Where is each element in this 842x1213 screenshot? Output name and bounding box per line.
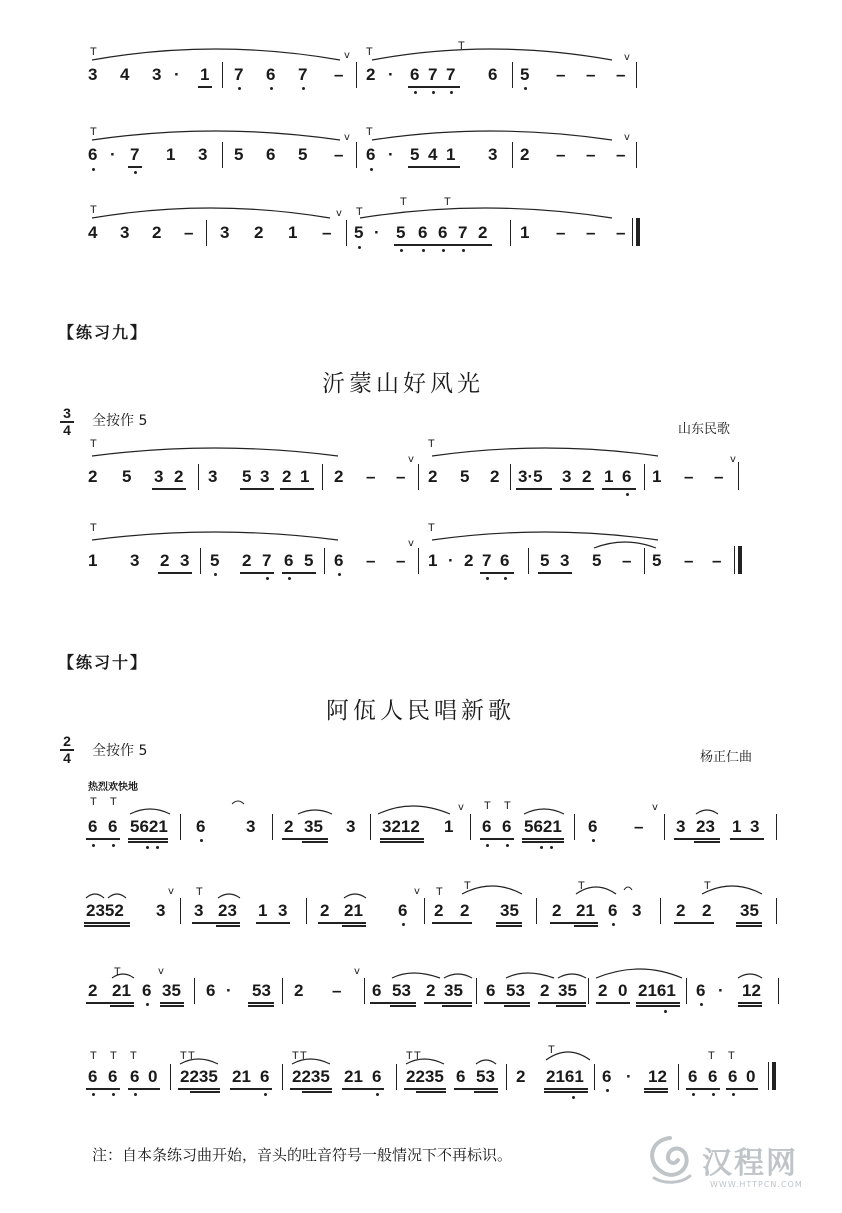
note: 1: [200, 65, 210, 84]
note: 2: [242, 551, 252, 570]
dash: –: [616, 223, 626, 242]
note: ·: [388, 145, 394, 164]
note: 2: [428, 467, 438, 486]
tongue-mark: T: [578, 880, 585, 892]
note: 12: [648, 1067, 667, 1086]
note: ·: [110, 145, 116, 164]
tongue-mark: T: [90, 1050, 97, 1062]
dash: –: [396, 551, 406, 570]
slur-arcs: [0, 790, 842, 850]
tongue-mark: T: [180, 1050, 187, 1062]
note: 2: [294, 981, 304, 1000]
tongue-mark: T: [90, 522, 97, 534]
tongue-mark: T: [90, 438, 97, 450]
note: 2: [334, 467, 344, 486]
dash: –: [586, 65, 596, 84]
note: 53: [506, 981, 525, 1000]
score-line-7: [0, 872, 842, 932]
note: 2: [490, 467, 500, 486]
note: 2161: [638, 981, 676, 1000]
note: 7: [458, 223, 468, 242]
note: 3: [750, 817, 760, 836]
note: 3: [246, 817, 256, 836]
breath-mark: v: [730, 454, 736, 465]
note: 0: [618, 981, 628, 1000]
note: 1: [300, 467, 310, 486]
note: 2: [582, 467, 592, 486]
breath-mark: v: [408, 454, 414, 465]
note: 1: [604, 467, 614, 486]
note: 3: [88, 65, 98, 84]
slur-arcs: [0, 872, 842, 932]
note: 21: [112, 981, 131, 1000]
note: 4: [120, 65, 130, 84]
time-sig-top: 3: [63, 405, 71, 421]
breath-mark: v: [624, 52, 630, 63]
note: 2: [520, 145, 530, 164]
exercise-10-heading: 【练习十】: [58, 653, 149, 672]
note: 5: [298, 145, 308, 164]
note: 6: [88, 817, 98, 836]
note: 2: [702, 901, 712, 920]
score-line-9: [0, 1036, 842, 1096]
note: 6: [366, 145, 376, 164]
tongue-mark: T: [728, 1050, 735, 1062]
note: 6: [334, 551, 344, 570]
note: 3: [560, 551, 570, 570]
tongue-mark: T: [464, 880, 471, 892]
note: 3: [152, 65, 162, 84]
dash: –: [334, 65, 344, 84]
tongue-mark: T: [428, 522, 435, 534]
note: 2: [174, 467, 184, 486]
note: 21: [232, 1067, 251, 1086]
tongue-mark: T: [292, 1050, 299, 1062]
note: 5: [592, 551, 602, 570]
note: 6: [88, 1067, 98, 1086]
note: 6: [456, 1067, 466, 1086]
dash: –: [712, 551, 722, 570]
tongue-mark: T: [366, 126, 373, 138]
dash: –: [556, 145, 566, 164]
score-line-8: [0, 952, 842, 1012]
note: 6: [260, 1067, 270, 1086]
note: 23: [696, 817, 715, 836]
note: 3: [562, 467, 572, 486]
dash: –: [184, 223, 194, 242]
note: 3212: [382, 817, 420, 836]
note: 6: [410, 65, 420, 84]
breath-mark: v: [414, 886, 420, 897]
dash: –: [366, 551, 376, 570]
note: 53: [252, 981, 271, 1000]
note: ·: [174, 65, 180, 84]
note: 5621: [524, 817, 562, 836]
score-line-4: [0, 432, 842, 492]
note: 6: [206, 981, 216, 1000]
note: 12: [742, 981, 761, 1000]
note: 21: [576, 901, 595, 920]
note: 2: [88, 467, 98, 486]
tongue-mark: T: [90, 46, 97, 58]
note: 2: [460, 901, 470, 920]
note: 2235: [180, 1067, 218, 1086]
tongue-mark: T: [458, 40, 465, 52]
watermark-url: WWW.HTTPCN.COM: [710, 1180, 803, 1189]
tongue-mark: T: [504, 800, 511, 812]
dash: –: [616, 65, 626, 84]
note: 1: [428, 551, 438, 570]
note: 35: [304, 817, 323, 836]
note: 1: [88, 551, 98, 570]
score-line-5: [0, 516, 842, 576]
note: 2: [540, 981, 550, 1000]
note: 2: [366, 65, 376, 84]
credit: 山东民歌: [678, 422, 731, 437]
time-sig-top: 2: [63, 733, 71, 749]
note: 5: [234, 145, 244, 164]
note: ·: [374, 223, 380, 242]
note: 5: [520, 65, 530, 84]
breath-mark: v: [624, 132, 630, 143]
note: 6: [486, 981, 496, 1000]
time-sig-bottom: 4: [63, 421, 71, 438]
footnote: 注：自本条练习曲开始，音头的吐音符号一般情况下不再标识。: [92, 1146, 513, 1164]
note: 1: [288, 223, 298, 242]
exercise-9-title: 沂蒙山好风光: [322, 371, 484, 397]
note: 1: [520, 223, 530, 242]
note: 5: [242, 467, 252, 486]
note: 2235: [406, 1067, 444, 1086]
note: 3: [198, 145, 208, 164]
note: 2: [464, 551, 474, 570]
note: 6: [142, 981, 152, 1000]
note: 5: [122, 467, 132, 486]
note: 2235: [292, 1067, 330, 1086]
breath-mark: v: [168, 886, 174, 897]
watermark-brand: 汉程网: [702, 1146, 798, 1181]
note: 3: [676, 817, 686, 836]
dash: –: [366, 467, 376, 486]
note: 3: [346, 817, 356, 836]
note: 6: [488, 65, 498, 84]
tongue-mark: T: [428, 438, 435, 450]
dash: –: [332, 981, 342, 1000]
dash: –: [556, 223, 566, 242]
note: 6: [588, 817, 598, 836]
dash: –: [622, 551, 632, 570]
note: 6: [130, 1067, 140, 1086]
note: 5: [210, 551, 220, 570]
note: 23: [218, 901, 237, 920]
note: 2: [426, 981, 436, 1000]
tongue-mark: T: [196, 886, 203, 898]
slur-arcs: [0, 516, 842, 576]
note: 6: [622, 467, 632, 486]
score-line-2: [0, 122, 842, 182]
breath-mark: v: [344, 132, 350, 143]
note: 3: [120, 223, 130, 242]
note: 6: [696, 981, 706, 1000]
credit: 杨正仁曲: [700, 750, 753, 765]
note: 2: [478, 223, 488, 242]
note: 6: [266, 65, 276, 84]
note: 6: [372, 981, 382, 1000]
note: 21: [344, 1067, 363, 1086]
tongue-mark: T: [188, 1050, 195, 1062]
note: 7: [482, 551, 492, 570]
note: 35: [740, 901, 759, 920]
note: 3: [278, 901, 288, 920]
note: 7: [130, 145, 140, 164]
note: 5: [304, 551, 314, 570]
note: 3: [632, 901, 642, 920]
slur-arcs: [0, 1036, 842, 1096]
note: 6: [500, 551, 510, 570]
note: 3: [154, 467, 164, 486]
note: 6: [602, 1067, 612, 1086]
note: 0: [148, 1067, 158, 1086]
note: 2: [676, 901, 686, 920]
tongue-mark: T: [114, 966, 121, 978]
slur-arcs: [0, 952, 842, 1012]
note: ·: [226, 981, 232, 1000]
note: 6: [398, 901, 408, 920]
tongue-mark: T: [548, 1044, 555, 1056]
note: 1: [732, 817, 742, 836]
note: 6: [688, 1067, 698, 1086]
note: 3: [180, 551, 190, 570]
note: 21: [344, 901, 363, 920]
tongue-mark: T: [366, 46, 373, 58]
dash: –: [714, 467, 724, 486]
breath-mark: v: [408, 538, 414, 549]
note: 0: [746, 1067, 756, 1086]
score-line-1: [0, 40, 842, 100]
note: 6: [284, 551, 294, 570]
note: 2: [320, 901, 330, 920]
note: 2: [516, 1067, 526, 1086]
tongue-mark: T: [436, 886, 443, 898]
note: 2161: [546, 1067, 584, 1086]
slur-arcs: [0, 432, 842, 492]
tongue-mark: T: [414, 1050, 421, 1062]
tongue-mark: T: [400, 196, 407, 208]
note: 6: [482, 817, 492, 836]
tongue-mark: T: [406, 1050, 413, 1062]
note: 53: [392, 981, 411, 1000]
note: 3: [208, 467, 218, 486]
note: 35: [500, 901, 519, 920]
slur-arcs: [0, 40, 842, 100]
time-sig-bottom: 4: [63, 749, 71, 766]
note: 53: [476, 1067, 495, 1086]
tongue-mark: T: [110, 1050, 117, 1062]
tongue-mark: T: [110, 796, 117, 808]
note: 5: [354, 223, 364, 242]
slur-arcs: [0, 196, 842, 256]
exercise-10-title: 阿佤人民唱新歌: [326, 698, 515, 724]
note: 7: [262, 551, 272, 570]
note: ·: [448, 551, 454, 570]
note: 1: [258, 901, 268, 920]
note: 5: [652, 551, 662, 570]
note: 6: [608, 901, 618, 920]
breath-mark: v: [336, 208, 342, 219]
tongue-mark: T: [90, 204, 97, 216]
note: 1: [444, 817, 454, 836]
note: 5: [396, 223, 406, 242]
tempo-marking: 热烈欢快地: [88, 782, 138, 793]
note: 3: [194, 901, 204, 920]
note: 6: [108, 1067, 118, 1086]
tongue-mark: T: [90, 796, 97, 808]
note: 3: [260, 467, 270, 486]
note: 2: [434, 901, 444, 920]
note: 1: [446, 145, 456, 164]
note: 3: [220, 223, 230, 242]
note: 7: [234, 65, 244, 84]
note: 2: [598, 981, 608, 1000]
dash: –: [586, 223, 596, 242]
note: ·: [718, 981, 724, 1000]
dash: –: [586, 145, 596, 164]
note: 6: [418, 223, 428, 242]
tongue-mark: T: [130, 1050, 137, 1062]
tongue-mark: T: [708, 1050, 715, 1062]
note: 4: [428, 145, 438, 164]
site-watermark: [640, 1130, 830, 1200]
note: 2352: [86, 901, 124, 920]
note: 2: [552, 901, 562, 920]
note: 3: [130, 551, 140, 570]
note: 6: [728, 1067, 738, 1086]
note: 2: [152, 223, 162, 242]
dash: –: [634, 817, 644, 836]
breath-mark: v: [458, 802, 464, 813]
note: 35: [444, 981, 463, 1000]
note: 1: [166, 145, 176, 164]
tongue-mark: T: [484, 800, 491, 812]
note: 5: [460, 467, 470, 486]
note: 3·5: [518, 467, 543, 486]
tongue-mark: T: [444, 196, 451, 208]
note: 6: [108, 817, 118, 836]
note: 2: [284, 817, 294, 836]
dash: –: [616, 145, 626, 164]
swirl-logo-icon: [640, 1130, 700, 1186]
note: 6: [372, 1067, 382, 1086]
note: 2: [160, 551, 170, 570]
tongue-mark: T: [704, 880, 711, 892]
note: 7: [446, 65, 456, 84]
note: 5: [540, 551, 550, 570]
note: 6: [266, 145, 276, 164]
breath-mark: v: [344, 50, 350, 61]
dash: –: [322, 223, 332, 242]
note: 5621: [130, 817, 168, 836]
note: 35: [558, 981, 577, 1000]
note: 6: [502, 817, 512, 836]
note: 1: [652, 467, 662, 486]
tongue-mark: T: [300, 1050, 307, 1062]
dash: –: [684, 551, 694, 570]
note: 6: [708, 1067, 718, 1086]
note: 7: [428, 65, 438, 84]
breath-mark: v: [354, 966, 360, 977]
note: 2: [88, 981, 98, 1000]
note: 6: [88, 145, 98, 164]
score-line-3: [0, 196, 842, 256]
fingering-label: 全按作 5: [92, 743, 148, 759]
dash: –: [556, 65, 566, 84]
breath-mark: v: [158, 966, 164, 977]
time-signature: [60, 734, 74, 766]
score-line-6: [0, 790, 842, 850]
breath-mark: v: [652, 802, 658, 813]
note: ·: [626, 1067, 632, 1086]
note: 5: [410, 145, 420, 164]
slur-arcs: [0, 122, 842, 182]
tongue-mark: T: [90, 126, 97, 138]
note: 2: [254, 223, 264, 242]
note: 4: [88, 223, 98, 242]
note: 7: [298, 65, 308, 84]
fingering-label: 全按作 5: [92, 413, 148, 429]
dash: –: [396, 467, 406, 486]
exercise-9-heading: 【练习九】: [58, 323, 149, 342]
dash: –: [334, 145, 344, 164]
note: 3: [156, 901, 166, 920]
note: 6: [438, 223, 448, 242]
tongue-mark: T: [356, 206, 363, 218]
note: 3: [488, 145, 498, 164]
note: 6: [196, 817, 206, 836]
note: 2: [282, 467, 292, 486]
dash: –: [684, 467, 694, 486]
note: ·: [388, 65, 394, 84]
note: 35: [162, 981, 181, 1000]
